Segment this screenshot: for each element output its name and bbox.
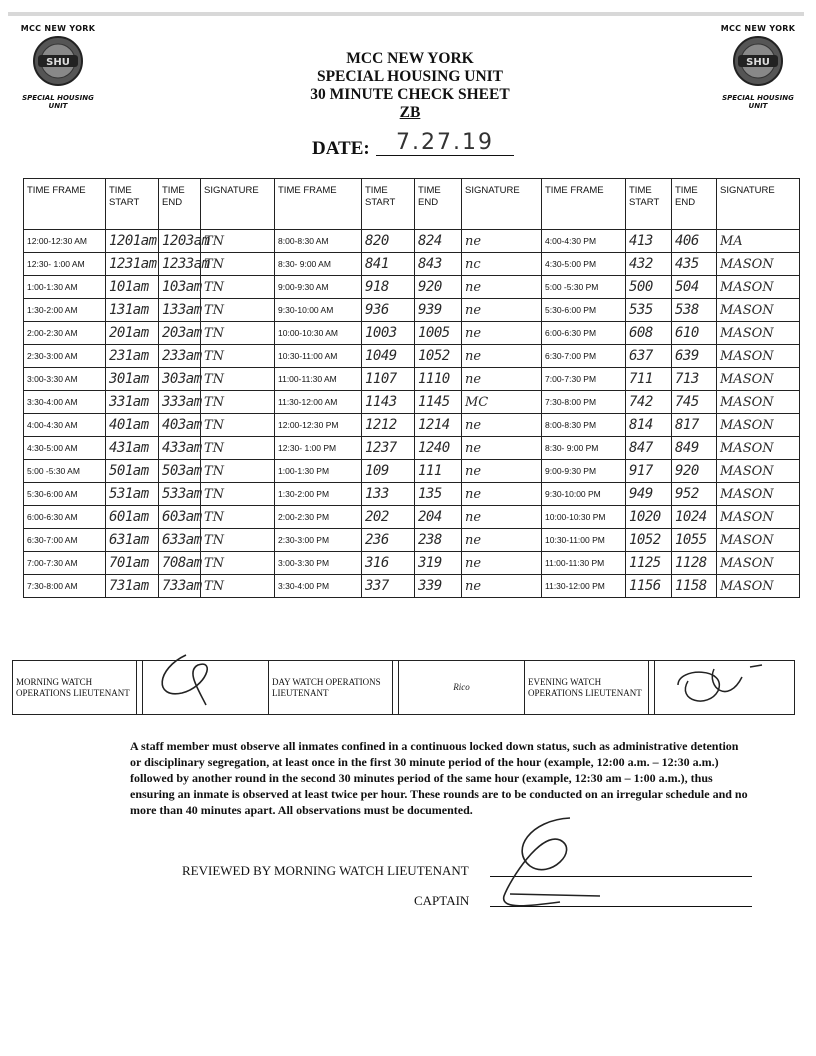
signature-cell: ne	[462, 276, 542, 299]
signature-cell: ne	[462, 552, 542, 575]
time-frame-cell: 5:30-6:00 PM	[542, 299, 626, 322]
time-end-cell: 733am	[159, 575, 201, 598]
signature-cell: MASON	[717, 575, 800, 598]
time-frame-cell: 7:30-8:00 AM	[24, 575, 106, 598]
shu-seal-icon	[32, 35, 84, 87]
time-frame-cell: 12:00-12:30 PM	[275, 414, 362, 437]
evening-watch-signature	[655, 661, 795, 715]
signature-cell: TN	[201, 230, 275, 253]
time-frame-cell: 8:30- 9:00 PM	[542, 437, 626, 460]
time-end-cell: 135	[415, 483, 462, 506]
table-row	[24, 414, 800, 437]
signature-cell: ne	[462, 575, 542, 598]
signature-cell: MASON	[717, 483, 800, 506]
time-start-cell: 637	[626, 345, 672, 368]
time-end-cell: 133am	[159, 299, 201, 322]
signature-cell: ne	[462, 299, 542, 322]
time-frame-cell: 11:30-12:00 AM	[275, 391, 362, 414]
time-end-cell: 843	[415, 253, 462, 276]
time-start-cell: 413	[626, 230, 672, 253]
time-start-cell: 742	[626, 391, 672, 414]
time-end-cell: 745	[672, 391, 717, 414]
signature-cell: TN	[201, 299, 275, 322]
time-end-cell: 708am	[159, 552, 201, 575]
signature-cell: MASON	[717, 506, 800, 529]
signature-cell: ne	[462, 506, 542, 529]
time-frame-cell: 7:00-7:30 AM	[24, 552, 106, 575]
time-frame-cell: 1:00-1:30 PM	[275, 460, 362, 483]
time-start-cell: 731am	[106, 575, 159, 598]
time-frame-cell: 5:00 -5:30 PM	[542, 276, 626, 299]
time-end-cell: 435	[672, 253, 717, 276]
time-end-cell: 319	[415, 552, 462, 575]
time-start-cell: 101am	[106, 276, 159, 299]
signature-cell: nc	[462, 253, 542, 276]
column-header: TIME END	[415, 179, 462, 230]
time-start-cell: 1052	[626, 529, 672, 552]
column-header: TIME START	[362, 179, 415, 230]
signature-cell: TN	[201, 276, 275, 299]
signature-cell: MASON	[717, 253, 800, 276]
shu-logo-left	[12, 24, 104, 110]
time-start-cell: 601am	[106, 506, 159, 529]
logo-bottom-text: SPECIAL HOUSING UNIT	[22, 94, 94, 110]
time-frame-cell: 9:30-10:00 PM	[542, 483, 626, 506]
captain-label: CAPTAIN	[414, 893, 470, 908]
time-frame-cell: 11:00-11:30 PM	[542, 552, 626, 575]
signature-cell: MASON	[717, 460, 800, 483]
signature-cell: ne	[462, 460, 542, 483]
document-title	[250, 50, 570, 122]
time-start-cell: 1237	[362, 437, 415, 460]
title-line-1: MCC NEW YORK	[346, 50, 474, 67]
signature-cell: MC	[462, 391, 542, 414]
time-start-cell: 1156	[626, 575, 672, 598]
title-line-2: SPECIAL HOUSING UNIT	[316, 68, 504, 85]
time-start-cell: 501am	[106, 460, 159, 483]
table-row	[24, 391, 800, 414]
column-header: TIME START	[106, 179, 159, 230]
signature-cell: MASON	[717, 391, 800, 414]
column-header: TIME END	[159, 179, 201, 230]
time-end-cell: 339	[415, 575, 462, 598]
time-frame-cell: 11:30-12:00 PM	[542, 575, 626, 598]
time-start-cell: 401am	[106, 414, 159, 437]
reviewed-by-label: REVIEWED BY MORNING WATCH LIEUTENANT	[182, 863, 469, 878]
time-start-cell: 432	[626, 253, 672, 276]
time-start-cell: 331am	[106, 391, 159, 414]
time-end-cell: 1055	[672, 529, 717, 552]
time-start-cell: 701am	[106, 552, 159, 575]
time-end-cell: 939	[415, 299, 462, 322]
time-start-cell: 814	[626, 414, 672, 437]
time-start-cell: 1049	[362, 345, 415, 368]
time-start-cell: 1020	[626, 506, 672, 529]
signature-cell: TN	[201, 391, 275, 414]
time-frame-cell: 1:00-1:30 AM	[24, 276, 106, 299]
time-frame-cell: 7:30-8:00 PM	[542, 391, 626, 414]
time-frame-cell: 8:30- 9:00 AM	[275, 253, 362, 276]
seal-label: SHU	[46, 57, 70, 68]
time-frame-cell: 6:30-7:00 PM	[542, 345, 626, 368]
time-start-cell: 631am	[106, 529, 159, 552]
signature-cell: MASON	[717, 414, 800, 437]
time-frame-cell: 9:30-10:00 AM	[275, 299, 362, 322]
time-end-cell: 920	[672, 460, 717, 483]
time-end-cell: 1203am	[159, 230, 201, 253]
time-start-cell: 1125	[626, 552, 672, 575]
signature-cell: TN	[201, 575, 275, 598]
time-start-cell: 431am	[106, 437, 159, 460]
time-start-cell: 1143	[362, 391, 415, 414]
column-header: TIME FRAME	[542, 179, 626, 230]
time-end-cell: 204	[415, 506, 462, 529]
time-frame-cell: 6:30-7:00 AM	[24, 529, 106, 552]
signature-cell: TN	[201, 368, 275, 391]
time-frame-cell: 4:30-5:00 PM	[542, 253, 626, 276]
signature-cell: MASON	[717, 368, 800, 391]
policy-paragraph: A staff member must observe all inmates confined in a continuous locked down status, such as administrative detention or disciplinary segregation, at least once in the first 30 minute period of the hour (example, 12:00 a.m. – 12:30 a.m.) followed by another round in the second 30 minutes period of the same hour (example, 12:30 am – 1:00 a.m.), thus ensuring an inmate is observed at least twice per hour. These rounds are to be conducted on an irregular schedule and no more than 40 minutes apart. All observations must be documented.	[130, 739, 748, 817]
table-row	[24, 276, 800, 299]
time-frame-cell: 10:30-11:00 AM	[275, 345, 362, 368]
signature-cell: MASON	[717, 276, 800, 299]
time-end-cell: 920	[415, 276, 462, 299]
signature-cell: ne	[462, 230, 542, 253]
time-end-cell: 233am	[159, 345, 201, 368]
time-frame-cell: 3:30-4:00 AM	[24, 391, 106, 414]
table-row	[24, 529, 800, 552]
signature-cell: ne	[462, 437, 542, 460]
time-start-cell: 711	[626, 368, 672, 391]
table-row	[24, 483, 800, 506]
signature-cell: ne	[462, 483, 542, 506]
evening-signature-scribble	[658, 661, 788, 711]
signature-cell: TN	[201, 552, 275, 575]
time-frame-cell: 2:00-2:30 PM	[275, 506, 362, 529]
signature-cell: ne	[462, 322, 542, 345]
time-end-cell: 952	[672, 483, 717, 506]
time-end-cell: 406	[672, 230, 717, 253]
signature-cell: TN	[201, 322, 275, 345]
table-row	[24, 230, 800, 253]
captain-signature-scribble	[490, 810, 610, 914]
time-end-cell: 1145	[415, 391, 462, 414]
check-sheet-table	[23, 178, 800, 598]
time-frame-cell: 3:00-3:30 AM	[24, 368, 106, 391]
time-end-cell: 633am	[159, 529, 201, 552]
table-row	[24, 552, 800, 575]
table-row	[24, 460, 800, 483]
time-frame-cell: 2:30-3:00 PM	[275, 529, 362, 552]
time-frame-cell: 6:00-6:30 AM	[24, 506, 106, 529]
time-end-cell: 1128	[672, 552, 717, 575]
morning-watch-label: MORNING WATCH OPERATIONS LIEUTENANT	[13, 661, 137, 715]
time-start-cell: 1212	[362, 414, 415, 437]
time-frame-cell: 4:30-5:00 AM	[24, 437, 106, 460]
time-frame-cell: 4:00-4:30 PM	[542, 230, 626, 253]
time-frame-cell: 9:00-9:30 AM	[275, 276, 362, 299]
signature-cell: MA	[717, 230, 800, 253]
time-end-cell: 824	[415, 230, 462, 253]
time-frame-cell: 3:30-4:00 PM	[275, 575, 362, 598]
time-end-cell: 1052	[415, 345, 462, 368]
time-frame-cell: 10:00-10:30 AM	[275, 322, 362, 345]
time-end-cell: 849	[672, 437, 717, 460]
time-end-cell: 433am	[159, 437, 201, 460]
time-start-cell: 236	[362, 529, 415, 552]
time-end-cell: 1233am	[159, 253, 201, 276]
date-value: 7.27.19	[376, 130, 514, 156]
time-start-cell: 337	[362, 575, 415, 598]
time-start-cell: 500	[626, 276, 672, 299]
time-end-cell: 503am	[159, 460, 201, 483]
time-start-cell: 918	[362, 276, 415, 299]
time-frame-cell: 4:00-4:30 AM	[24, 414, 106, 437]
time-frame-cell: 8:00-8:30 PM	[542, 414, 626, 437]
lieutenant-signature-table	[12, 660, 795, 715]
time-end-cell: 610	[672, 322, 717, 345]
time-end-cell: 1024	[672, 506, 717, 529]
time-start-cell: 949	[626, 483, 672, 506]
column-header: TIME END	[672, 179, 717, 230]
table-row	[24, 437, 800, 460]
time-end-cell: 111	[415, 460, 462, 483]
unit-code: ZB	[399, 104, 421, 121]
time-frame-cell: 12:30- 1:00 PM	[275, 437, 362, 460]
time-start-cell: 847	[626, 437, 672, 460]
logo-top-text: MCC NEW YORK	[720, 24, 796, 33]
table-body	[24, 230, 800, 598]
date-label: DATE:	[312, 138, 370, 159]
table-row	[24, 299, 800, 322]
signature-cell: MASON	[717, 529, 800, 552]
table-row	[24, 575, 800, 598]
time-start-cell: 608	[626, 322, 672, 345]
signature-cell: ne	[462, 529, 542, 552]
title-line-3: 30 MINUTE CHECK SHEET	[310, 86, 510, 103]
time-start-cell: 133	[362, 483, 415, 506]
logo-bottom-text: SPECIAL HOUSING UNIT	[722, 94, 794, 110]
scan-edge-line	[8, 12, 804, 16]
shu-logo-right	[712, 24, 804, 110]
signature-cell: TN	[201, 506, 275, 529]
time-start-cell: 1107	[362, 368, 415, 391]
signature-cell: MASON	[717, 322, 800, 345]
time-end-cell: 303am	[159, 368, 201, 391]
time-end-cell: 1240	[415, 437, 462, 460]
signature-cell: MASON	[717, 299, 800, 322]
logo-top-text: MCC NEW YORK	[20, 24, 96, 33]
time-start-cell: 1003	[362, 322, 415, 345]
signature-cell: TN	[201, 483, 275, 506]
time-start-cell: 202	[362, 506, 415, 529]
column-header: SIGNATURE	[717, 179, 800, 230]
signature-cell: TN	[201, 529, 275, 552]
table-header-row	[24, 179, 800, 230]
signature-cell: TN	[201, 345, 275, 368]
signature-cell: TN	[201, 253, 275, 276]
time-end-cell: 713	[672, 368, 717, 391]
time-end-cell: 238	[415, 529, 462, 552]
time-end-cell: 1214	[415, 414, 462, 437]
day-watch-label: DAY WATCH OPERATIONS LIEUTENANT	[269, 661, 393, 715]
time-start-cell: 131am	[106, 299, 159, 322]
signature-cell: ne	[462, 345, 542, 368]
time-frame-cell: 5:00 -5:30 AM	[24, 460, 106, 483]
time-end-cell: 333am	[159, 391, 201, 414]
time-frame-cell: 2:00-2:30 AM	[24, 322, 106, 345]
time-frame-cell: 3:00-3:30 PM	[275, 552, 362, 575]
signature-cell: TN	[201, 460, 275, 483]
time-end-cell: 533am	[159, 483, 201, 506]
time-start-cell: 820	[362, 230, 415, 253]
column-header: TIME FRAME	[275, 179, 362, 230]
time-end-cell: 603am	[159, 506, 201, 529]
time-start-cell: 936	[362, 299, 415, 322]
table-row	[24, 506, 800, 529]
time-frame-cell: 10:30-11:00 PM	[542, 529, 626, 552]
time-frame-cell: 12:30- 1:00 AM	[24, 253, 106, 276]
signature-cell: TN	[201, 414, 275, 437]
time-end-cell: 1158	[672, 575, 717, 598]
table-row	[24, 253, 800, 276]
time-start-cell: 301am	[106, 368, 159, 391]
table-row	[24, 345, 800, 368]
time-frame-cell: 6:00-6:30 PM	[542, 322, 626, 345]
table-row	[24, 368, 800, 391]
time-frame-cell: 10:00-10:30 PM	[542, 506, 626, 529]
morning-signature-scribble	[146, 649, 266, 709]
signature-cell: ne	[462, 368, 542, 391]
signature-cell: TN	[201, 437, 275, 460]
time-end-cell: 1110	[415, 368, 462, 391]
signature-cell: MASON	[717, 345, 800, 368]
time-start-cell: 201am	[106, 322, 159, 345]
signature-cell: ne	[462, 414, 542, 437]
time-frame-cell: 1:30-2:00 AM	[24, 299, 106, 322]
column-header: SIGNATURE	[462, 179, 542, 230]
time-end-cell: 203am	[159, 322, 201, 345]
table-row	[24, 322, 800, 345]
time-start-cell: 531am	[106, 483, 159, 506]
time-start-cell: 1231am	[106, 253, 159, 276]
time-frame-cell: 12:00-12:30 AM	[24, 230, 106, 253]
time-frame-cell: 11:00-11:30 AM	[275, 368, 362, 391]
time-end-cell: 403am	[159, 414, 201, 437]
shu-seal-icon	[732, 35, 784, 87]
time-end-cell: 504	[672, 276, 717, 299]
time-end-cell: 103am	[159, 276, 201, 299]
time-frame-cell: 9:00-9:30 PM	[542, 460, 626, 483]
time-end-cell: 1005	[415, 322, 462, 345]
time-start-cell: 231am	[106, 345, 159, 368]
time-frame-cell: 1:30-2:00 PM	[275, 483, 362, 506]
time-start-cell: 535	[626, 299, 672, 322]
time-start-cell: 316	[362, 552, 415, 575]
time-start-cell: 109	[362, 460, 415, 483]
seal-label: SHU	[746, 57, 770, 68]
morning-watch-signature	[143, 661, 269, 715]
time-frame-cell: 8:00-8:30 AM	[275, 230, 362, 253]
column-header: SIGNATURE	[201, 179, 275, 230]
time-end-cell: 538	[672, 299, 717, 322]
signature-cell: MASON	[717, 552, 800, 575]
time-start-cell: 1201am	[106, 230, 159, 253]
time-end-cell: 817	[672, 414, 717, 437]
evening-watch-label: EVENING WATCH OPERATIONS LIEUTENANT	[525, 661, 649, 715]
signature-cell: MASON	[717, 437, 800, 460]
time-frame-cell: 7:00-7:30 PM	[542, 368, 626, 391]
column-header: TIME FRAME	[24, 179, 106, 230]
time-frame-cell: 2:30-3:00 AM	[24, 345, 106, 368]
time-start-cell: 841	[362, 253, 415, 276]
column-header: TIME START	[626, 179, 672, 230]
time-frame-cell: 5:30-6:00 AM	[24, 483, 106, 506]
time-start-cell: 917	[626, 460, 672, 483]
day-watch-signature: Rico	[399, 661, 525, 715]
time-end-cell: 639	[672, 345, 717, 368]
